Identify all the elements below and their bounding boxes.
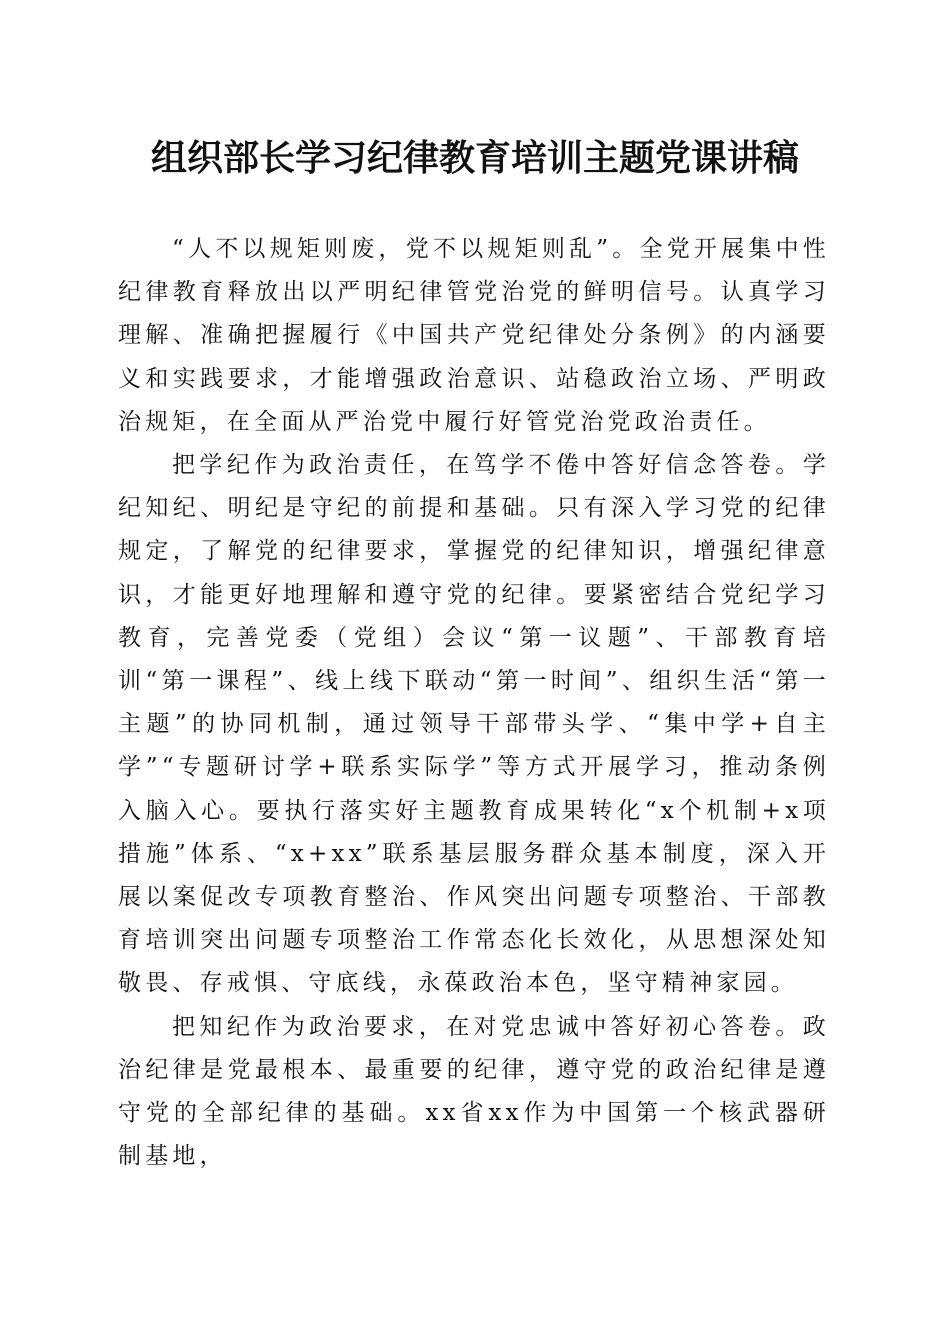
document-body [118,228,830,1178]
paragraph-study-discipline: 把学纪作为政治责任，在笃学不倦中答好信念答卷。学纪知纪、明纪是守纪的前提和基础。只有深入学习党的纪律规定，了解党的纪律要求，掌握党的纪律知识，增强纪律意识，才能更好地理解和遵守党的纪律。要紧密结合党纪学习教育，完善党委（党组）会议“第一议题”、干部教育培训“第一课程”、线上线下联动“第一时间”、组织生活“第一主题”的协同机制，通过领导干部带头学、“集中学+自主学”“专题研讨学+联系实际学”等方式开展学习，推动条例入脑入心。要执行落实好主题教育成果转化“x个机制+x项措施”体系、“x+xx”联系基层服务群众基本制度，深入开展以案促改专项教育整治、作风突出问题专项整治、干部教育培训突出问题专项整治工作常态化长效化，从思想深处知敬畏、存戒惧、守底线，永葆政治本色，坚守精神家园。 [118,452,830,997]
paragraph-intro: “人不以规矩则废，党不以规矩则乱”。全党开展集中性纪律教育释放出以严明纪律管党治党的鲜明信号。认真学习理解、准确把握履行《中国共产党纪律处分条例》的内涵要义和实践要求，才能增强政治意识、站稳政治立场、严明政治规矩，在全面从严治党中履行好管党治党政治责任。 [118,236,830,435]
document-title: 组织部长学习纪律教育培训主题党课讲稿 [150,137,799,179]
paragraph-know-discipline: 把知纪作为政治要求，在对党忠诚中答好初心答卷。政治纪律是党最根本、最重要的纪律，遵守党的政治纪律是遵守党的全部纪律的基础。xx省xx作为中国第一个核武器研制基地， [118,1013,830,1170]
